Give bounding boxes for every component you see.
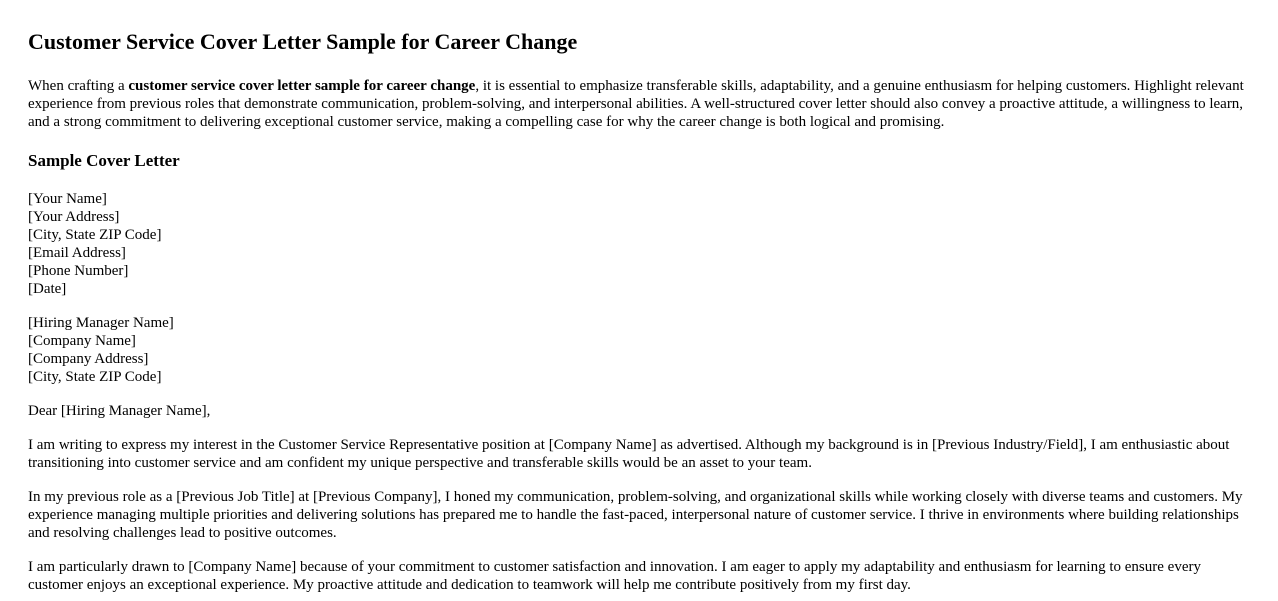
intro-paragraph (28, 77, 1250, 131)
sender-email: [Email Address] (28, 245, 126, 261)
body-paragraph-2: In my previous role as a [Previous Job Title] at [Previous Company], I honed my communication, problem-solving, and organizational skills while working closely with diverse teams and customers. My experience managing multiple priorities and delivering solutions has prepared me to handle the fast-paced, interpersonal nature of customer service. I thrive in environments where building relationships and resolving challenges lead to positive outcomes. (28, 489, 1243, 541)
letter-date: [Date] (28, 281, 67, 297)
salutation: Dear [Hiring Manager Name], (28, 403, 211, 419)
recipient-address: [Company Address] (28, 351, 149, 367)
recipient-city-state-zip: [City, State ZIP Code] (28, 369, 162, 385)
intro-text-after: , it is essential to emphasize transferable skills, adaptability, and a genuine enthusiasm for helping customers. Highlight relevant experience from previous roles that demonstrate communication, problem-solving, and interpersonal abilities. A well-structured cover letter should also convey a proactive attitude, a willingness to learn, and a strong commitment to delivering exceptional customer service, making a compelling case for why the career change is both logical and promising. (28, 78, 1244, 130)
intro-bold-keyword: customer service cover letter sample for career change (128, 78, 476, 94)
sender-name: [Your Name] (28, 191, 107, 207)
recipient-company: [Company Name] (28, 333, 136, 349)
recipient-name: [Hiring Manager Name] (28, 315, 174, 331)
sender-address: [Your Address] (28, 209, 120, 225)
sender-address-block (28, 190, 1250, 298)
sender-city-state-zip: [City, State ZIP Code] (28, 227, 162, 243)
body-paragraph-1: I am writing to express my interest in the Customer Service Representative position at [Company Name] as advertised. Although my background is in [Previous Industry/Field], I am enthusiastic about transitioning into customer service and am confident my unique perspective and transferable skills would be an asset to your team. (28, 437, 1230, 471)
recipient-address-block (28, 314, 1250, 386)
section-heading: Sample Cover Letter (28, 151, 180, 170)
page-title: Customer Service Cover Letter Sample for Career Change (28, 29, 578, 54)
body-paragraph-3: I am particularly drawn to [Company Name] because of your commitment to customer satisfaction and innovation. I am eager to apply my adaptability and enthusiasm for learning to ensure every customer enjoys an exceptional experience. My proactive attitude and dedication to teamwork will help me contribute positively from my first day. (28, 559, 1201, 593)
sender-phone: [Phone Number] (28, 263, 129, 279)
intro-text-before: When crafting a (28, 78, 129, 94)
